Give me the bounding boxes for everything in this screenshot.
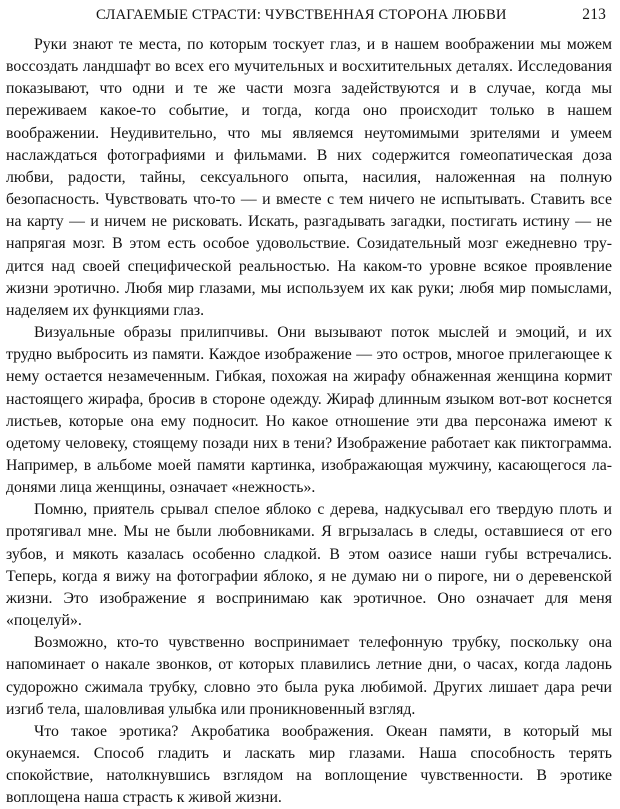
paragraph: Визуальные образы прилипчивы. Они вызывают поток мыслей и эмоций, и их трудно выбросить из памяти. Каждое изображение — это остров, многое прилегающее к нему остается незамеченным. Гибкая, похожая на жирафу обнаженная женщина кормит настоящего жирафа, бросив в стороне одежду. Жираф длинным языком вот-вот коснется листьев, которые она ему подносит. Но какое отношение эти два персонажа имеют к одетому человеку, стоящему позади них в тени? Изображение работает как пиктограмма. Например, в альбоме моей памяти картинка, изображающая мужчину, касающегося ладонями лица женщины, означает «нежность». (6, 324, 612, 497)
paragraph: Возможно, кто-то чувственно воспринимает телефонную трубку, поскольку она напоминает о накале звонков, от которых плавились летние дни, о часах, когда ладонь судорожно сжимала трубку, словно это была рука любимой. Других лишает дара речи изгиб тела, шаловливая улыбка или проникновенный взгляд. (6, 634, 612, 718)
running-head (6, 6, 612, 28)
body-text (6, 34, 612, 809)
page-number: 213 (582, 6, 606, 23)
paragraph: Руки знают те места, по которым тоскует глаз, и в нашем воображении мы можем воссоздать ландшафт во всех его мучительных и восхитительных деталях. Исследования показывают, что одни и те же части мозга задействуются и в случае, когда мы переживаем какое-то событие, и тогда, когда оно происходит только в нашем воображении. Неудивительно, что мы являемся неутомимыми зрителями и умеем наслаждаться фотографиями и фильмами. В них содержится гомеопатическая доза любви, радости, тайны, сексуального опыта, насилия, наложенная на полную безопасность. Чувствовать что-то — и вместе с тем ничего не испытывать. Ставить все на карту — и ничем не рисковать. Искать, разгадывать загадки, постигать истину — не напрягая мозг. В этом есть особое удовольствие. Созидательный мозг ежедневно трудится над своей специфической реальностью. На каком-то уровне всякое проявление жизни эротично. Любя мир глазами, мы используем их как руки; любя мир помыслами, наделяем их функциями глаз. (6, 36, 612, 319)
paragraph: Помню, приятель срывал спелое яблоко с дерева, надкусывал его твердую плоть и протягивал мне. Мы не были любовниками. Я вгрызалась в следы, оставшиеся от его зубов, и мякоть казалась особенно сладкой. В этом оазисе наши губы встречались. Теперь, когда я вижу на фотографии яблоко, я не думаю ни о пироге, ни о деревенской жизни. Это изображение я воспринимаю как эротичное. Оно означает для меня «поцелуй». (6, 501, 612, 630)
paragraph: Что такое эротика? Акробатика воображения. Океан памяти, в который мы окунаемся. Способ гладить и ласкать мир глазами. Наша способность терять спокойствие, натолкнувшись взглядом на воплощение чувственности. В эротике воплощена наша страсть к живой жизни. (6, 722, 612, 807)
chapter-title: СЛАГАЕМЫЕ СТРАСТИ: ЧУВСТВЕННАЯ СТОРОНА ЛЮБВИ (96, 7, 507, 23)
